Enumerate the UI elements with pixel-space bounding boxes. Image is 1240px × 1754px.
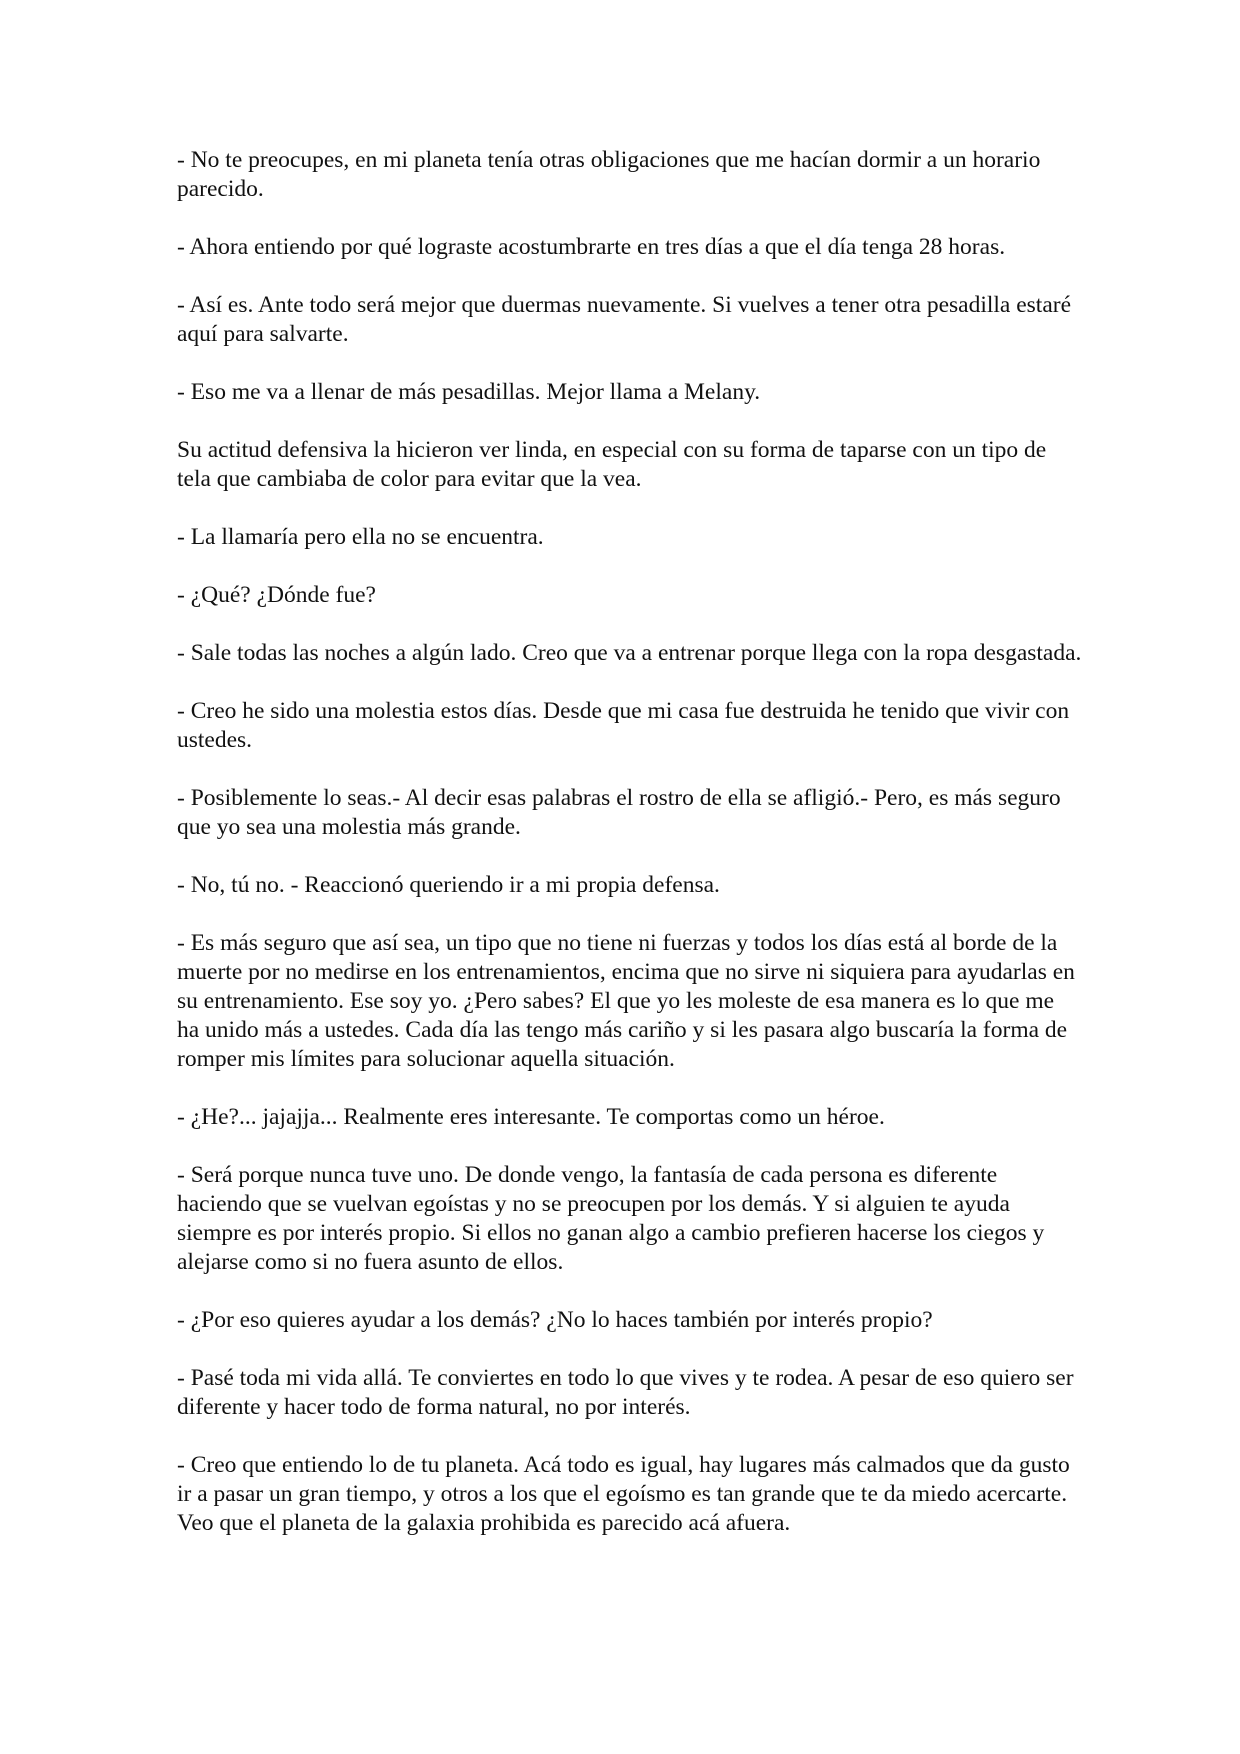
paragraph-3: - Así es. Ante todo será mejor que duermas nuevamente. Si vuelves a tener otra pesadilla estaré aquí para salvarte. (177, 292, 1072, 347)
paragraph-10: - Posiblemente lo seas.- Al decir esas palabras el rostro de ella se afligió.- Pero, es más seguro que yo sea una molestia más grande. (177, 785, 1061, 840)
paragraph-15: - ¿Por eso quieres ayudar a los demás? ¿No lo haces también por interés propio? (177, 1307, 933, 1333)
paragraph-12: - Es más seguro que así sea, un tipo que no tiene ni fuerzas y todos los días está al borde de la muerte por no medirse en los entrenamientos, encima que no sirve ni siquiera para ayudarlas en su entrenamiento. Ese soy yo. ¿Pero sabes? El que yo les moleste de esa manera es lo que me ha unido más a ustedes. Cada día las tengo más cariño y si les pasara algo buscaría la forma de romper mis límites para solucionar aquella situación. (177, 930, 1075, 1072)
paragraph-11: - No, tú no. - Reaccionó queriendo ir a mi propia defensa. (177, 872, 720, 898)
paragraph-1: - No te preocupes, en mi planeta tenía otras obligaciones que me hacían dormir a un horario parecido. (177, 147, 1041, 202)
document-body (177, 146, 1082, 1567)
paragraph-8: - Sale todas las noches a algún lado. Creo que va a entrenar porque llega con la ropa desgastada. (177, 640, 1082, 666)
paragraph-6: - La llamaría pero ella no se encuentra. (177, 524, 544, 550)
paragraph-7: - ¿Qué? ¿Dónde fue? (177, 582, 376, 608)
paragraph-14: - Será porque nunca tuve uno. De donde vengo, la fantasía de cada persona es diferente haciendo que se vuelvan egoístas y no se preocupen por los demás. Y si alguien te ayuda siempre es por interés propio. Si ellos no ganan algo a cambio prefieren hacerse los ciegos y alejarse como si no fuera asunto de ellos. (177, 1162, 1045, 1275)
paragraph-9: - Creo he sido una molestia estos días. Desde que mi casa fue destruida he tenido que vivir con ustedes. (177, 698, 1070, 753)
paragraph-16: - Pasé toda mi vida allá. Te conviertes en todo lo que vives y te rodea. A pesar de eso quiero ser diferente y hacer todo de forma natural, no por interés. (177, 1365, 1074, 1420)
paragraph-2: - Ahora entiendo por qué lograste acostumbrarte en tres días a que el día tenga 28 horas. (177, 234, 1006, 260)
paragraph-17: - Creo que entiendo lo de tu planeta. Acá todo es igual, hay lugares más calmados que da gusto ir a pasar un gran tiempo, y otros a los que el egoísmo es tan grande que te da miedo acercarte. Veo que el planeta de la galaxia prohibida es parecido acá afuera. (177, 1452, 1070, 1536)
paragraph-5: Su actitud defensiva la hicieron ver linda, en especial con su forma de taparse con un tipo de tela que cambiaba de color para evitar que la vea. (177, 437, 1047, 492)
paragraph-4: - Eso me va a llenar de más pesadillas. Mejor llama a Melany. (177, 379, 761, 405)
paragraph-13: - ¿He?... jajajja... Realmente eres interesante. Te comportas como un héroe. (177, 1104, 885, 1130)
